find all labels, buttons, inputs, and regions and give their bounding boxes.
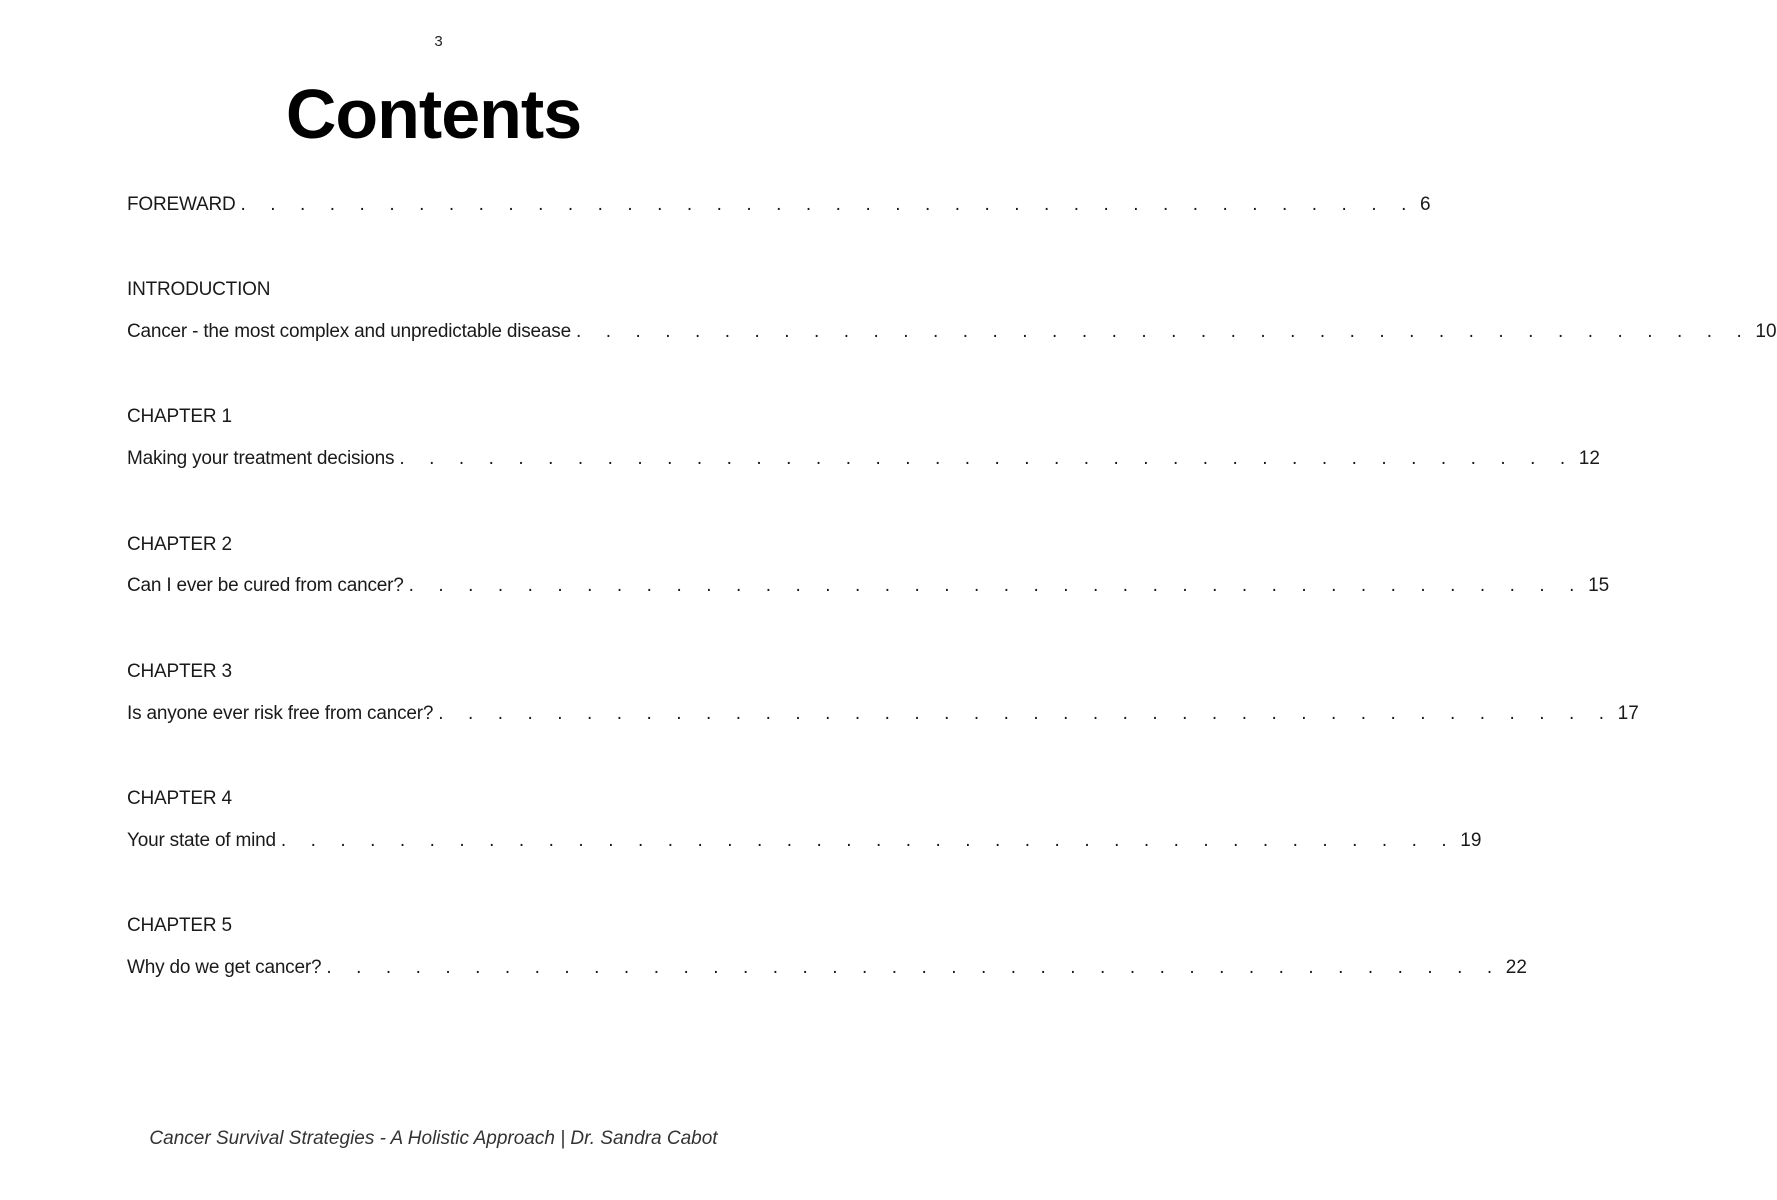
dot-leader: . . . . . . . . . . . . . . . . . . . . . . . . . . . . . . . . . . . . . . . . <box>280 830 1457 851</box>
dot-leader: . . . . . . . . . . . . . . . . . . . . . . . . . . . . . . . . . . . . . . . . <box>326 957 1502 978</box>
toc-page-number: 17 <box>1617 703 1639 724</box>
toc-entry-chapter-1[interactable] <box>127 448 1600 474</box>
dot-leader: . . . . . . . . . . . . . . . . . . . . . . . . . . . . . . . . . . . . . . . . <box>438 703 1614 724</box>
page-number: 3 <box>434 33 443 50</box>
toc-heading-chapter-4: CHAPTER 4 <box>127 788 232 809</box>
toc-page-number: 22 <box>1505 957 1527 978</box>
page-title: Contents <box>285 75 582 153</box>
footer-book-title: Cancer Survival Strategies - A Holistic Approach | Dr. Sandra Cabot <box>149 1128 718 1149</box>
dot-leader: . . . . . . . . . . . . . . . . . . . . . . . . . . . . . . . . . . . . . . . . <box>408 575 1585 596</box>
dot-leader: . . . . . . . . . . . . . . . . . . . . . . . . . . . . . . . . . . . . . . . . <box>575 321 1752 342</box>
toc-entry-chapter-4[interactable] <box>127 830 1482 856</box>
toc-entry-title: Your state of mind <box>127 830 276 851</box>
toc-entry-title: Can I ever be cured from cancer? <box>127 575 404 596</box>
toc-heading-chapter-1: CHAPTER 1 <box>127 406 232 427</box>
toc-entry-title: Is anyone ever risk free from cancer? <box>127 703 434 724</box>
toc-page-number: 15 <box>1588 575 1610 596</box>
toc-entry-foreward[interactable] <box>127 194 1431 220</box>
toc-heading-chapter-5: CHAPTER 5 <box>127 915 232 936</box>
toc-entry-title: Cancer - the most complex and unpredictable disease <box>127 321 571 342</box>
toc-heading-chapter-3: CHAPTER 3 <box>127 661 232 682</box>
toc-entry-introduction[interactable] <box>127 321 1777 347</box>
toc-entry-chapter-3[interactable] <box>127 703 1639 729</box>
toc-page-number: 6 <box>1419 194 1431 215</box>
toc-entry-chapter-2[interactable] <box>127 575 1610 601</box>
toc-entry-title: Why do we get cancer? <box>127 957 322 978</box>
toc-page-number: 12 <box>1578 448 1600 469</box>
toc-heading-chapter-2: CHAPTER 2 <box>127 534 232 555</box>
toc-heading-introduction: INTRODUCTION <box>127 279 271 300</box>
toc-page-number: 19 <box>1460 830 1482 851</box>
toc-entry-chapter-5[interactable] <box>127 957 1527 983</box>
toc-entry-title: Making your treatment decisions <box>127 448 395 469</box>
toc-entry-title: FOREWARD <box>127 194 236 215</box>
dot-leader: . . . . . . . . . . . . . . . . . . . . . . . . . . . . . . . . . . . . . . . . <box>240 194 1416 215</box>
toc-page-number: 10 <box>1755 321 1777 342</box>
dot-leader: . . . . . . . . . . . . . . . . . . . . . . . . . . . . . . . . . . . . . . . . <box>399 448 1575 469</box>
